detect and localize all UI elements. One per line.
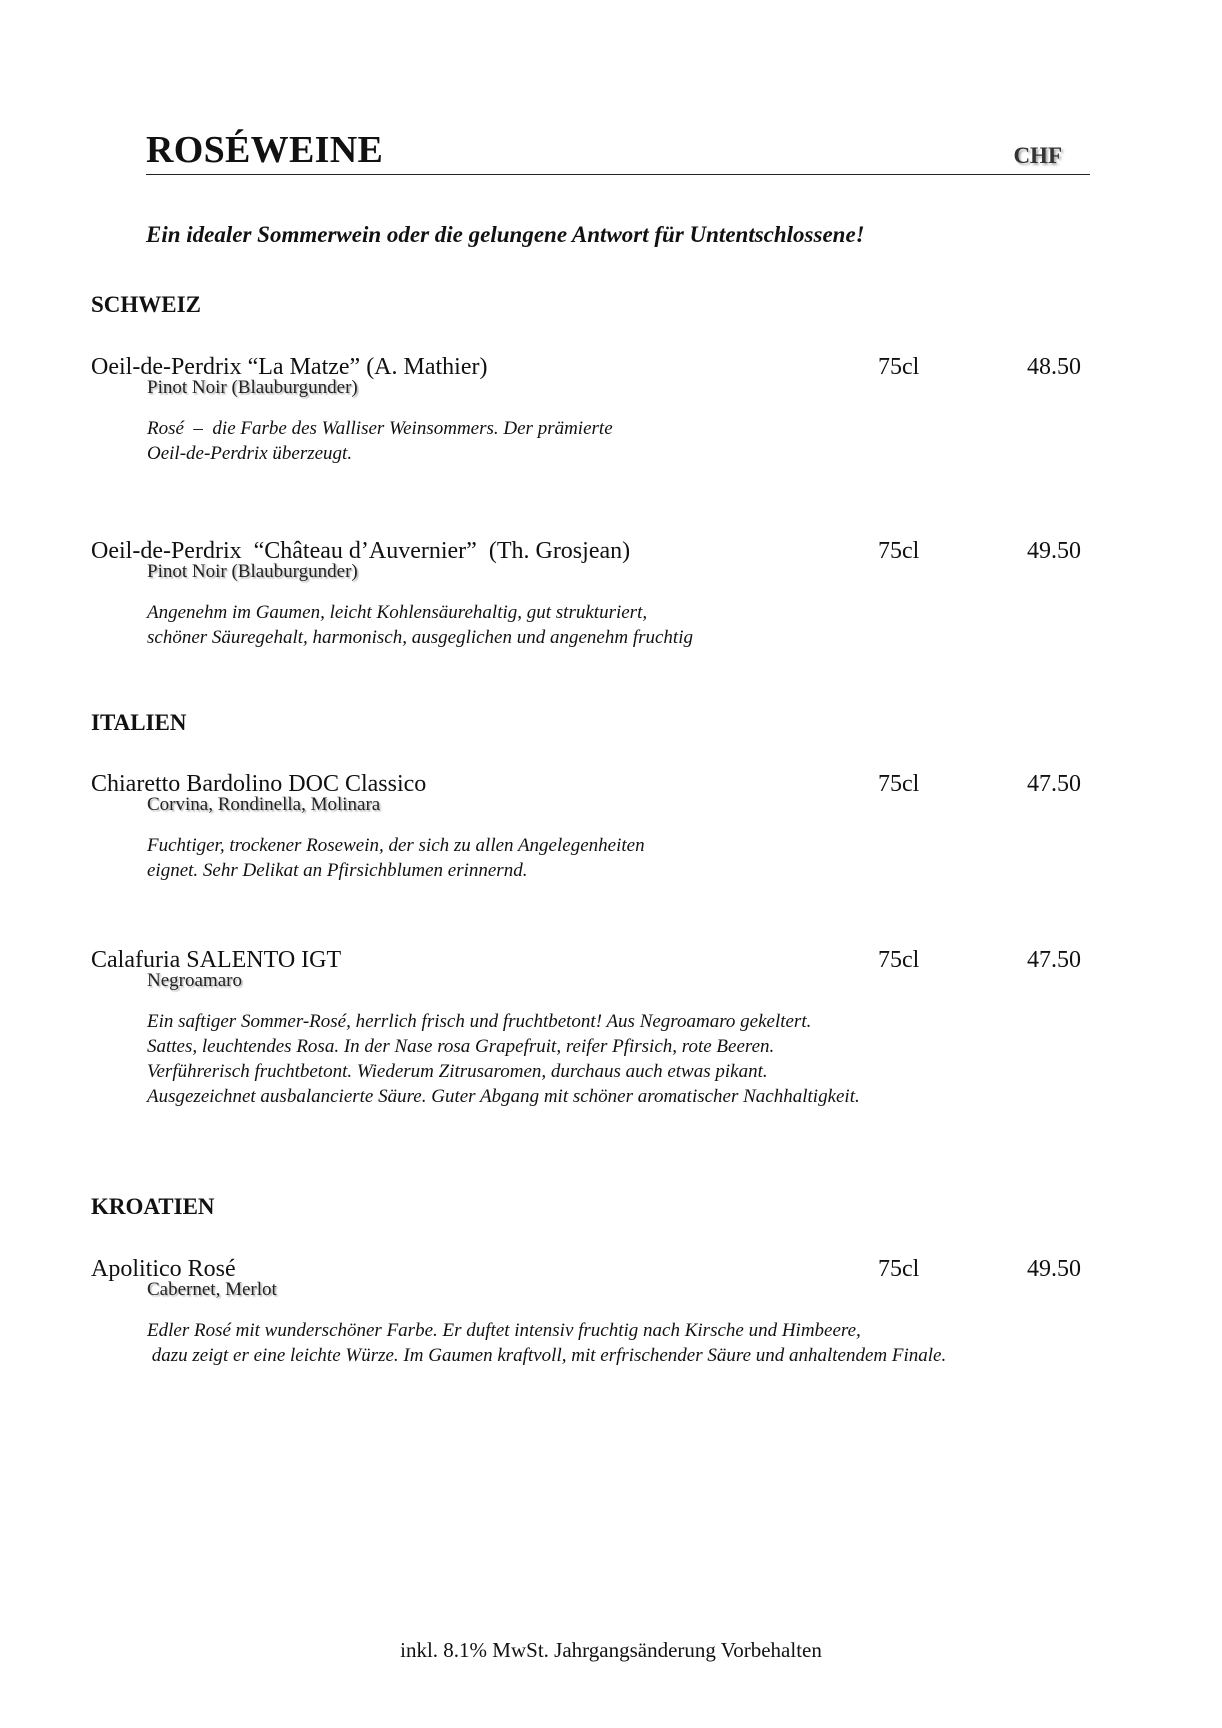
section-heading-italien: ITALIEN [91,710,187,735]
wine-grape: Cabernet, Merlot [147,1279,277,1300]
wine-price: 49.50 [1027,538,1081,564]
wine-grape: Negroamaro [147,970,242,991]
wine-price: 47.50 [1027,771,1081,797]
wine-description: Rosé – die Farbe des Walliser Weinsommers. Der prämierte Oeil-de-Perdrix überzeugt. [147,418,613,464]
wine-description: Fuchtiger, trockener Rosewein, der sich zu allen Angelegenheiten eignet. Sehr Delikat an Pfirsichblumen erinnernd. [147,835,645,881]
wine-size: 75cl [878,771,920,797]
page-header [146,128,1090,175]
wine-size: 75cl [878,538,920,564]
currency-label: CHF [1013,143,1062,168]
wine-name: Chiaretto Bardolino DOC Classico [91,771,427,797]
wine-grape: Corvina, Rondinella, Molinara [147,794,381,815]
section-heading-kroatien: KROATIEN [91,1194,215,1219]
wine-name: Apolitico Rosé [91,1256,236,1282]
wine-name: Calafuria SALENTO IGT [91,947,342,973]
wine-name: Oeil-de-Perdrix “Château d’Auvernier” (Th. Grosjean) [91,538,631,564]
wine-description: Edler Rosé mit wunderschöner Farbe. Er duftet intensiv fruchtig nach Kirsche und Himbeere, dazu zeigt er eine leichte Würze. Im Gaumen kraftvoll, mit erfrischender Säure und anhaltendem Finale. [147,1320,947,1366]
footer-note: inkl. 8.1% MwSt. Jahrgangsänderung Vorbehalten [400,1638,822,1662]
wine-name: Oeil-de-Perdrix “La Matze” (A. Mathier) [91,354,488,380]
page-title: ROSÉWEINE [146,129,384,171]
section-heading-schweiz: SCHWEIZ [91,292,201,317]
wine-grape: Pinot Noir (Blauburgunder) [147,377,358,398]
wine-size: 75cl [878,354,920,380]
wine-size: 75cl [878,1256,920,1282]
intro-text: Ein idealer Sommerwein oder die gelungene Antwort für Untentschlossene! [146,222,865,247]
wine-description: Ein saftiger Sommer-Rosé, herrlich frisch und fruchtbetont! Aus Negroamaro gekeltert. Sattes, leuchtendes Rosa. In der Nase rosa Grapefruit, reifer Pfirsich, rote Beeren. Verführerisch fruchtbetont. Wiederum Zitrusaromen, durchaus auch etwas pikant. Ausgezeichnet ausbalancierte Säure. Guter Abgang mit schöner aromatischer Nachhaltigkeit. [147,1011,860,1107]
wine-description: Angenehm im Gaumen, leicht Kohlensäurehaltig, gut strukturiert, schöner Säuregehalt, harmonisch, ausgeglichen und angenehm fruchtig [147,602,693,648]
wine-grape: Pinot Noir (Blauburgunder) [147,561,358,582]
wine-price: 48.50 [1027,354,1081,380]
wine-size: 75cl [878,947,920,973]
wine-price: 47.50 [1027,947,1081,973]
wine-price: 49.50 [1027,1256,1081,1282]
